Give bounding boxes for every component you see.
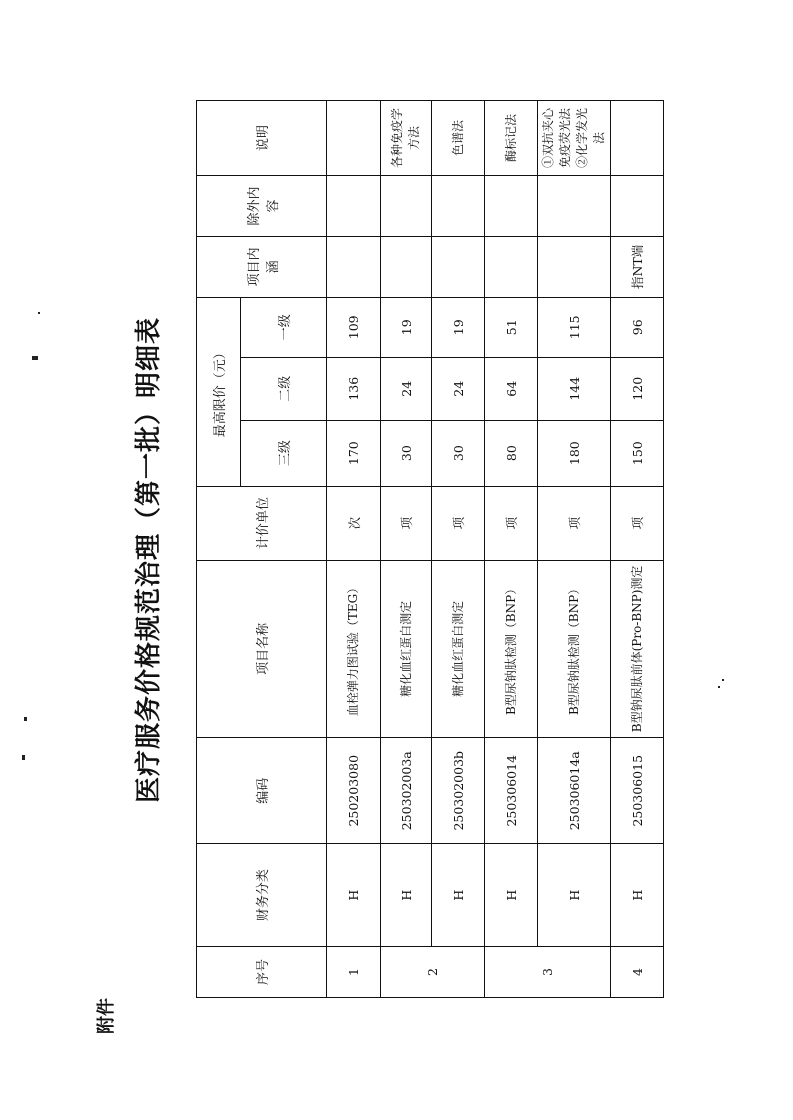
header-seq: 序号: [197, 947, 327, 998]
cell-exclusions: [432, 175, 485, 236]
cell-unit: 项: [485, 486, 538, 560]
cell-exclusions: [327, 175, 381, 236]
cell-connotation: [485, 236, 538, 297]
cell-connotation: [432, 236, 485, 297]
cell-connotation: [327, 236, 381, 297]
cell-code: 250306014a: [538, 738, 611, 844]
scan-speck: [38, 312, 40, 314]
cell-finance-class: H: [432, 844, 485, 947]
cell-seq: 4: [611, 947, 664, 998]
cell-item-name: 糖化血红蛋白测定: [432, 560, 485, 738]
cell-connotation: [381, 236, 432, 297]
header-max-price: 最高限价（元）: [197, 297, 241, 486]
table-row: [611, 101, 664, 998]
cell-code: 250306014: [485, 738, 538, 844]
table-row: [432, 101, 485, 998]
scan-speck: [22, 755, 25, 760]
cell-seq: 1: [327, 947, 381, 998]
cell-notes: 酶标记法: [485, 101, 538, 176]
header-level2: 二级: [241, 357, 327, 420]
cell-unit: 项: [381, 486, 432, 560]
cell-unit: 项: [611, 486, 664, 560]
table-row: [327, 101, 381, 998]
scan-speck: [32, 356, 38, 360]
cell-level2: 144: [538, 357, 611, 420]
cell-code: 250203080: [327, 738, 381, 844]
cell-level1: 109: [327, 297, 381, 357]
cell-item-name: 糖化血红蛋白测定: [381, 560, 432, 738]
header-code: 编码: [197, 738, 327, 844]
cell-level2: 64: [485, 357, 538, 420]
scan-speck: [722, 679, 724, 681]
price-table: [196, 100, 664, 998]
cell-connotation: [538, 236, 611, 297]
cell-level3: 170: [327, 420, 381, 486]
cell-exclusions: [538, 175, 611, 236]
cell-finance-class: H: [327, 844, 381, 947]
cell-level1: 115: [538, 297, 611, 357]
header-unit: 计价单位: [197, 486, 327, 560]
cell-finance-class: H: [611, 844, 664, 947]
cell-exclusions: [485, 175, 538, 236]
cell-level3: 80: [485, 420, 538, 486]
cell-exclusions: [381, 175, 432, 236]
cell-code: 250306015: [611, 738, 664, 844]
cell-finance-class: H: [538, 844, 611, 947]
cell-level1: 19: [381, 297, 432, 357]
cell-item-name: B型尿钠肽检测（BNP）: [485, 560, 538, 738]
cell-finance-class: H: [485, 844, 538, 947]
cell-level2: 120: [611, 357, 664, 420]
cell-notes: [327, 101, 381, 176]
cell-notes: 各种免疫学方法: [381, 101, 432, 176]
scan-speck: [718, 686, 720, 688]
header-row-1: [197, 101, 241, 998]
header-finance-class: 财务分类: [197, 844, 327, 947]
cell-item-name: B型尿钠肽检测（BNP）: [538, 560, 611, 738]
attachment-label: 附件: [96, 998, 117, 1034]
cell-level2: 24: [432, 357, 485, 420]
page-title: 医疗服务价格规范治理（第一批）明细表: [134, 317, 164, 804]
cell-level3: 150: [611, 420, 664, 486]
cell-level1: 51: [485, 297, 538, 357]
cell-level3: 30: [432, 420, 485, 486]
cell-level3: 180: [538, 420, 611, 486]
cell-item-name: 血栓弹力图试验（TEG）: [327, 560, 381, 738]
cell-level2: 24: [381, 357, 432, 420]
header-notes: 说明: [197, 101, 327, 176]
table-row: [538, 101, 611, 998]
header-connotation: 项目内涵: [197, 236, 327, 297]
header-level1: 一级: [241, 297, 327, 357]
header-exclusions: 除外内容: [197, 175, 327, 236]
cell-code: 250302003b: [432, 738, 485, 844]
cell-notes: ①双抗夹心免疫荧光法②化学发光法: [538, 101, 611, 176]
cell-connotation: 指NT端: [611, 236, 664, 297]
cell-exclusions: [611, 175, 664, 236]
cell-unit: 次: [327, 486, 381, 560]
table-row: [485, 101, 538, 998]
header-level3: 三级: [241, 420, 327, 486]
cell-level3: 30: [381, 420, 432, 486]
cell-seq: 2: [381, 947, 485, 998]
cell-notes: [611, 101, 664, 176]
cell-finance-class: H: [381, 844, 432, 947]
cell-level1: 19: [432, 297, 485, 357]
table-row: [381, 101, 432, 998]
cell-level1: 96: [611, 297, 664, 357]
cell-level2: 136: [327, 357, 381, 420]
cell-notes: 色谱法: [432, 101, 485, 176]
cell-code: 250302003a: [381, 738, 432, 844]
cell-seq: 3: [485, 947, 611, 998]
cell-item-name: B型钠尿肽前体(Pro-BNP)测定: [611, 560, 664, 738]
cell-unit: 项: [432, 486, 485, 560]
scan-speck: [24, 717, 27, 721]
header-item-name: 项目名称: [197, 560, 327, 738]
cell-unit: 项: [538, 486, 611, 560]
